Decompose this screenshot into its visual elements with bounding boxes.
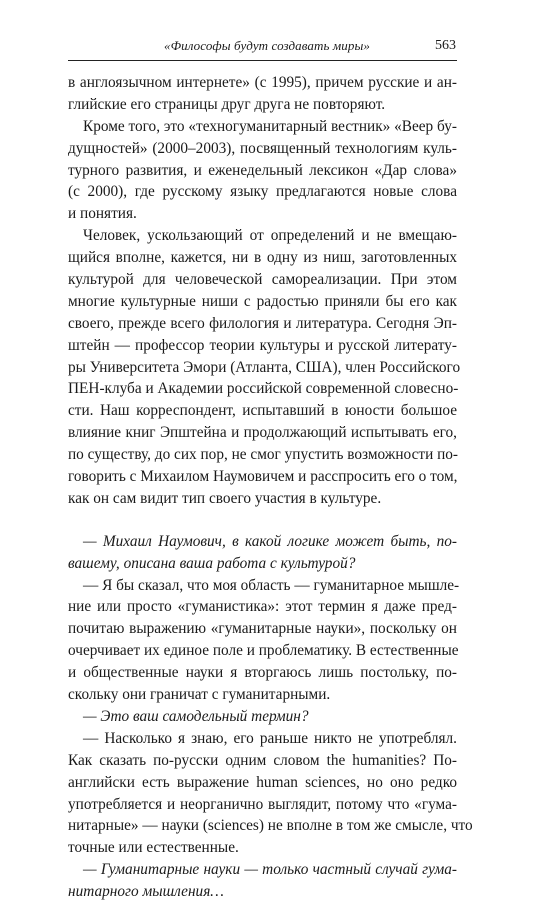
text-line: дущностей» (2000–2003), посвященный технологиям куль- xyxy=(68,139,457,157)
text-line: глийские его страницы друг друга не повторяют. xyxy=(68,95,386,113)
answer-line: употребляется и неорганично выглядит, потому что «гума- xyxy=(68,795,457,813)
section-gap xyxy=(68,510,457,531)
question-line: — Михаил Наумович, в какой логике может быть, по- xyxy=(83,532,457,550)
text-line: многие культурные ниши с радостью приняли бы его как xyxy=(68,292,457,310)
answer-line: английски есть выражение human sciences, но оно редко xyxy=(68,773,457,791)
answer-line: ние или просто «гуманистика»: этот термин я даже пред- xyxy=(68,598,457,616)
text-line: в англоязычном интернете» (с 1995), причем русские и ан- xyxy=(68,74,457,91)
text-line: и понятия. xyxy=(68,205,137,223)
text-line: турного развития, и еженедельный лексикон «Дар слова» xyxy=(68,161,457,179)
page-number: 563 xyxy=(435,38,456,53)
text-line: штейн — профессор теории культуры и русской литерату- xyxy=(68,336,457,354)
answer-line: — Я бы сказал, что моя область — гуманитарное мышле- xyxy=(83,576,460,594)
answer-line: нитарные» — науки (sciences) не вполне в том же смысле, что xyxy=(68,817,473,835)
question-line: вашему, описана ваша работа с культурой? xyxy=(68,554,356,572)
answer-line: скольку они граничат с гуманитарными. xyxy=(68,686,331,704)
answer-line: — Насколько я знаю, его раньше никто не употреблял. xyxy=(83,729,457,747)
text-line: щийся вполне, кажется, ни в одну из ниш, заготовленных xyxy=(68,249,457,267)
text-line: ПЕН-клуба и Академии российской современной словесно- xyxy=(68,380,459,398)
answer-line: Как сказать по-русски одним словом the humanities? По- xyxy=(68,751,457,769)
question-line: нитарного мышления… xyxy=(68,883,224,901)
header-rule xyxy=(68,60,457,61)
text-line: сти. Наш корреспондент, испытавший в юности большое xyxy=(68,402,457,420)
body-text xyxy=(68,72,473,903)
text-line: культурой для человеческой самореализации. При этом xyxy=(68,271,457,289)
answer-line: и общественные науки я вторгаюсь лишь постольку, по- xyxy=(68,664,457,682)
text-line: Кроме того, это «техногуманитарный вестник» «Веер бу- xyxy=(83,117,457,135)
text-line: как он сам видит тип своего участия в культуре. xyxy=(68,489,382,507)
text-line: влияние книг Эпштейна и продолжающий испытывать его, xyxy=(68,424,457,442)
page-header xyxy=(68,38,456,56)
answer-line: очерчивает их единое поле и проблематику. В естественные xyxy=(68,642,459,660)
text-line: своего, прежде всего филология и литература. Сегодня Эп- xyxy=(68,314,457,332)
question-line: — Это ваш самодельный термин? xyxy=(83,707,309,725)
text-line: Человек, ускользающий от определений и не вмещаю- xyxy=(83,227,457,245)
text-line: говорить с Михаилом Наумовичем и расспросить его о том, xyxy=(68,468,458,486)
question-line: — Гуманитарные науки — только частный случай гума- xyxy=(83,861,457,879)
answer-line: точные или естественные. xyxy=(68,839,239,857)
answer-line: почитаю выражению «гуманитарные науки», поскольку он xyxy=(68,620,457,638)
running-title: «Философы будут создавать миры» xyxy=(164,38,370,53)
text-line: по существу, до сих пор, не смог упустить возможности по- xyxy=(68,446,459,464)
text-line: ры Университета Эмори (Атланта, США), член Российского xyxy=(68,358,461,376)
text-line: (с 2000), где русскому языку предлагаются новые слова xyxy=(68,183,457,201)
